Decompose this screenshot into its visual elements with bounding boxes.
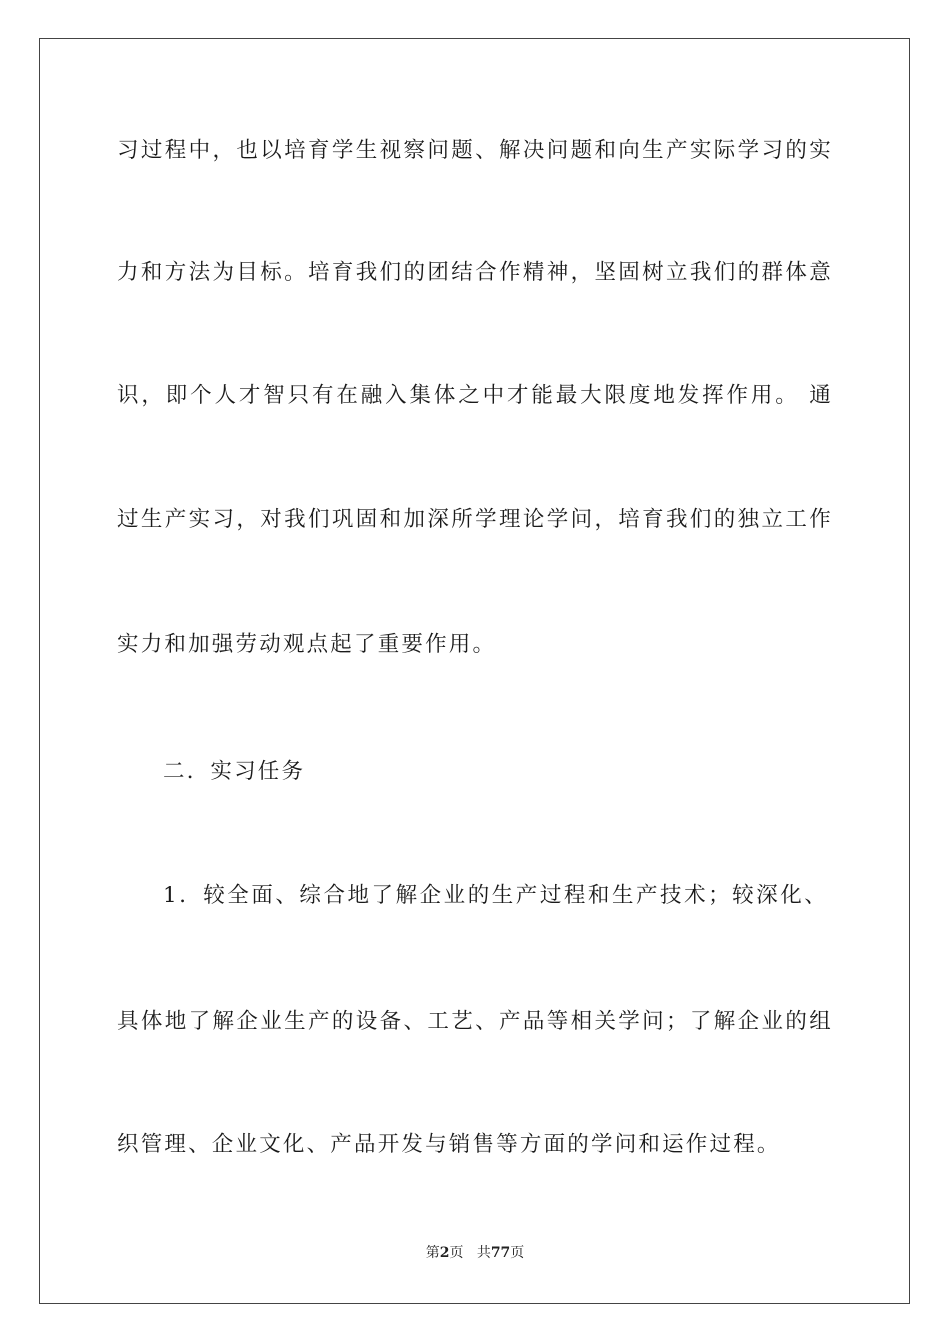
section-heading: 二．实习任务 xyxy=(163,759,306,784)
footer-total-prefix: 共 xyxy=(476,1245,491,1261)
body-text-line-3: 识，即个人才智只有在融入集体之中才能最大限度地发挥作用。 通 xyxy=(117,383,833,408)
body-text-line-2: 力和方法为目标。培育我们的团结合作精神，坚固树立我们的群体意 xyxy=(117,260,833,285)
page-border xyxy=(39,38,910,1304)
list-item-1-line-2: 具体地了解企业生产的设备、工艺、产品等相关学问；了解企业的组 xyxy=(117,1009,833,1034)
body-text-line-1: 习过程中，也以培育学生视察问题、解决问题和向生产实际学习的实 xyxy=(117,138,833,163)
footer-page-number: 2 xyxy=(439,1245,450,1261)
footer-total-suffix: 页 xyxy=(510,1245,525,1261)
page-footer xyxy=(0,1243,950,1263)
footer-page-suffix: 页 xyxy=(449,1245,464,1261)
body-text-line-5: 实力和加强劳动观点起了重要作用。 xyxy=(117,632,497,657)
list-item-1-line-3: 织管理、企业文化、产品开发与销售等方面的学问和运作过程。 xyxy=(117,1132,781,1157)
footer-total-pages: 77 xyxy=(490,1245,511,1261)
body-text-line-4: 过生产实习，对我们巩固和加深所学理论学问，培育我们的独立工作 xyxy=(117,507,833,532)
list-item-1-line-1: 1．较全面、综合地了解企业的生产过程和生产技术；较深化、 xyxy=(163,883,828,908)
footer-page-prefix: 第 xyxy=(425,1245,440,1261)
